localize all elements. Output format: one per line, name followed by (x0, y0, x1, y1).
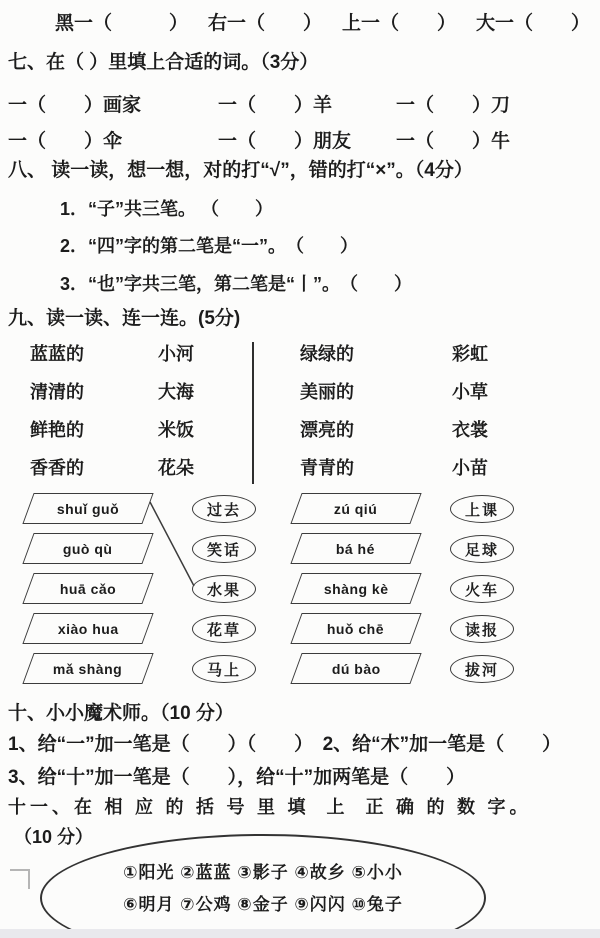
pinyin-parallelogram (22, 613, 153, 644)
noun-column-right (452, 334, 488, 486)
word-ellipse: 火车 (450, 575, 514, 603)
match-word: 美丽的 (300, 382, 354, 402)
adjective-column-left (30, 334, 84, 486)
word-ellipse: 足球 (450, 535, 514, 563)
word-ellipse: 上课 (450, 495, 514, 523)
fill-item: 一（ ）羊 (218, 95, 333, 116)
question-9-title: 九、读一读、连一连。(5分) (8, 308, 241, 329)
pinyin-parallelogram (290, 653, 421, 684)
pinyin-parallelogram (290, 533, 421, 564)
match-word: 小草 (452, 382, 488, 402)
pinyin-parallelogram (290, 493, 421, 524)
stroke-add-line: 1、给“一”加一笔是（ ）（ ） 2、给“木”加一笔是（ ） (8, 734, 562, 755)
question-8-title: 八、 读一读，想一想，对的打“√”，错的打“×”。（4分） (8, 160, 473, 181)
blank-item: 黑一（ ） (55, 13, 189, 34)
pinyin-label: shuǐ guǒ (56, 500, 120, 517)
word-bank-line: ①阳光 ②蓝蓝 ③影子 ④故乡 ⑤小小 (123, 863, 403, 882)
question-11-title: 十一、在 相 应 的 括 号 里 填 上 正 确 的 数 字。 (8, 797, 532, 817)
fill-item: 一（ ）牛 (396, 131, 511, 152)
match-word: 香香的 (30, 458, 84, 478)
fill-blank-line (55, 8, 590, 35)
pinyin-matching-area (0, 490, 600, 692)
word-ellipse: 拔河 (450, 655, 514, 683)
match-word: 小河 (158, 344, 194, 364)
question-10-title: 十、小小魔术师。（10 分） (8, 703, 234, 724)
match-word: 小苗 (452, 458, 488, 478)
blank-item: 上一（ ） (341, 13, 456, 34)
pinyin-label: dú bào (331, 660, 381, 677)
pinyin-parallelogram (290, 613, 421, 644)
fill-item: 一（ ）朋友 (218, 131, 352, 152)
stroke-add-line: 3、给“十”加一笔是（ ），给“十”加两笔是（ ） (8, 767, 466, 788)
fill-item: 一（ ）伞 (8, 131, 123, 152)
match-word: 绿绿的 (300, 344, 354, 364)
word-ellipse: 过去 (192, 495, 256, 523)
true-false-item: 1．“子”共三笔。 （ ） (60, 199, 274, 219)
word-bank-line: ⑥明月 ⑦公鸡 ⑧金子 ⑨闪闪 ⑩兔子 (123, 895, 403, 914)
match-word: 花朵 (158, 458, 194, 478)
pinyin-label: mǎ shàng (53, 660, 123, 677)
match-word: 漂亮的 (300, 420, 354, 440)
word-ellipse: 水果 (192, 575, 256, 603)
pinyin-parallelogram (22, 653, 153, 684)
word-ellipse: 马上 (192, 655, 256, 683)
word-bank-oval (40, 834, 486, 938)
fill-item: 一（ ）刀 (396, 95, 511, 116)
pinyin-label: xiào hua (57, 620, 119, 637)
adjective-column-right (300, 334, 354, 486)
match-word: 大海 (158, 382, 194, 402)
match-word: 衣裳 (452, 420, 488, 440)
pinyin-label: huǒ chē (327, 620, 385, 637)
pinyin-label: guò qù (63, 540, 113, 557)
pinyin-parallelogram (290, 573, 421, 604)
true-false-item: 2．“四”字的第二笔是“一”。 （ ） (60, 236, 359, 256)
match-word: 蓝蓝的 (30, 344, 84, 364)
word-ellipse: 花草 (192, 615, 256, 643)
score-label: （10 分） (14, 827, 94, 847)
word-matching-area (0, 334, 600, 486)
fill-item: 一（ ）画家 (8, 95, 142, 116)
true-false-item: 3．“也”字共三笔，第二笔是“丨”。 （ ） (60, 274, 413, 294)
match-word: 清清的 (30, 382, 84, 402)
divider-line (252, 342, 254, 484)
match-word: 青青的 (300, 458, 354, 478)
question-7-row (8, 90, 510, 117)
pinyin-label: huā cǎo (59, 580, 117, 597)
question-7-title: 七、在（ ）里填上合适的词。（3分） (8, 52, 319, 73)
match-word: 彩虹 (452, 344, 488, 364)
word-ellipse: 读报 (450, 615, 514, 643)
noun-column-left (158, 334, 194, 486)
scan-corner-mark (10, 869, 30, 889)
match-word: 鲜艳的 (30, 420, 84, 440)
pinyin-label: zú qiú (334, 500, 378, 517)
scanner-edge-strip (0, 929, 600, 938)
blank-item: 右一（ ） (207, 13, 322, 34)
pinyin-parallelogram (22, 573, 153, 604)
pinyin-label: bá hé (336, 540, 376, 557)
question-7-row (8, 126, 510, 153)
blank-item: 大一（ ） (475, 13, 590, 34)
word-ellipse: 笑话 (192, 535, 256, 563)
pinyin-parallelogram (22, 493, 153, 524)
match-word: 米饭 (158, 420, 194, 440)
pinyin-label: shàng kè (323, 580, 389, 597)
pinyin-parallelogram (22, 533, 153, 564)
